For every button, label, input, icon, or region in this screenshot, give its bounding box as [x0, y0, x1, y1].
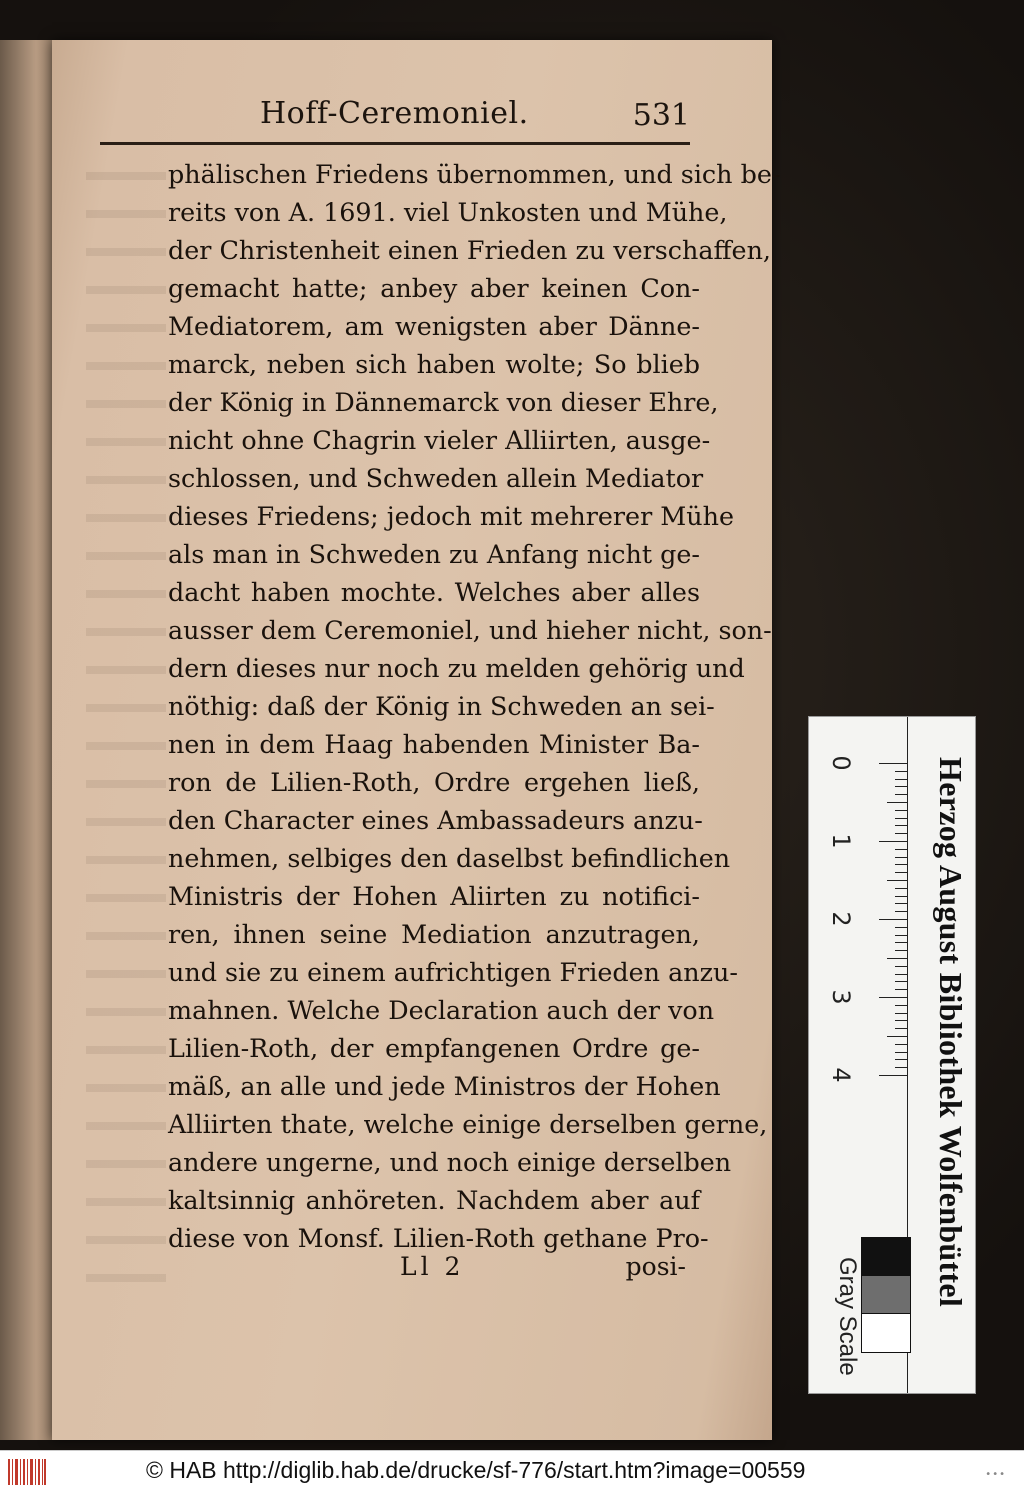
gray-scale-label: Gray Scale: [834, 1257, 861, 1376]
gray-swatch-black: [861, 1237, 911, 1277]
ruler-tick: [887, 958, 907, 959]
ruler-tick: [879, 763, 907, 764]
text-line: ausser dem Ceremoniel, und hieher nicht, son-: [168, 615, 772, 645]
ruler-tick: [895, 903, 907, 904]
institution-name: Herzog August Bibliothek Wolfenbüttel: [933, 757, 969, 1308]
ruler-tick: [895, 779, 907, 780]
header-rule: [100, 142, 690, 145]
text-line: nehmen, selbiges den daselbst befindlichen: [168, 843, 731, 873]
text-line: phälischen Friedens übernommen, und sich be-: [168, 159, 781, 189]
ruler-tick: [895, 1052, 907, 1053]
running-head: Hoff-Ceremoniel.: [260, 96, 529, 131]
text-line: diese von Monsf. Lilien-Roth gethane Pro-: [168, 1223, 709, 1253]
text-line: als man in Schweden zu Anfang nicht ge-: [168, 539, 700, 569]
text-line: andere ungerne, und noch einige derselben: [168, 1147, 732, 1177]
text-line: schlossen, und Schweden allein Mediator: [168, 463, 704, 493]
text-line: der Christenheit einen Frieden zu verschaffen,: [168, 235, 772, 265]
barcode-icon: [8, 1459, 46, 1485]
text-line: marck, neben sich haben wolte; So blieb: [168, 349, 700, 379]
ruler-number: 4: [827, 1067, 855, 1083]
text-line: nicht ohne Chagrin vieler Alliirten, ausge-: [168, 425, 711, 455]
ruler-tick: [895, 927, 907, 928]
ruler-number: 0: [827, 755, 855, 771]
text-line: den Character eines Ambassadeurs anzu-: [168, 805, 703, 835]
text-line: der König in Dännemarck von dieser Ehre,: [168, 387, 719, 417]
text-line: Lilien-Roth, der empfangenen Ordre ge-: [168, 1033, 700, 1063]
ruler-tick: [895, 981, 907, 982]
source-bar: [0, 1450, 1024, 1491]
text-line: Alliirten thate, welche einige derselben gerne,: [168, 1109, 768, 1139]
ruler-number: 2: [827, 911, 855, 927]
ruler-tick: [895, 935, 907, 936]
ruler-tick: [895, 989, 907, 990]
ruler-tick: [895, 849, 907, 850]
ruler-tick: [895, 1067, 907, 1068]
ruler-tick: [895, 950, 907, 951]
gray-swatch-mid: [861, 1275, 911, 1315]
ruler-tick: [895, 1013, 907, 1014]
body-text: [168, 155, 781, 1257]
text-line: gemacht hatte; anbey aber keinen Con-: [168, 273, 700, 303]
text-line: Mediatorem, am wenigsten aber Dänne-: [168, 311, 700, 341]
ruler-tick: [895, 786, 907, 787]
ruler-tick: [887, 802, 907, 803]
text-line: Ministris der Hohen Aliirten zu notifici-: [168, 881, 700, 911]
text-line: nen in dem Haag habenden Minister Ba-: [168, 729, 700, 759]
text-line: dacht haben mochte. Welches aber alles: [168, 577, 700, 607]
ruler-tick: [895, 833, 907, 834]
signature-mark: Ll 2: [400, 1252, 465, 1281]
ruler-number: 1: [827, 833, 855, 849]
ruler-tick: [895, 864, 907, 865]
ruler-tick: [887, 1036, 907, 1037]
ruler-tick: [895, 1005, 907, 1006]
ruler-tick: [895, 1059, 907, 1060]
ruler-tick: [895, 896, 907, 897]
ruler-tick: [895, 771, 907, 772]
more-icon[interactable]: •••: [985, 1469, 1006, 1480]
ruler-tick: [895, 818, 907, 819]
scale-ruler-card: [808, 716, 976, 1394]
ruler-tick: [895, 966, 907, 967]
page-header: [100, 96, 690, 152]
ruler-tick: [879, 1075, 907, 1076]
text-line: kaltsinnig anhöreten. Nachdem aber auf: [168, 1185, 700, 1215]
text-line: und sie zu einem aufrichtigen Frieden anzu-: [168, 957, 738, 987]
text-line: ren, ihnen seine Mediation anzutragen,: [168, 919, 700, 949]
ruler-tick: [879, 841, 907, 842]
source-citation-link[interactable]: © HAB http://diglib.hab.de/drucke/sf-776/start.htm?image=00559: [146, 1457, 806, 1483]
ruler-tick: [895, 1044, 907, 1045]
gray-swatch-white: [861, 1313, 911, 1353]
text-line: nöthig: daß der König in Schweden an sei-: [168, 691, 715, 721]
ruler-tick: [895, 825, 907, 826]
page-footer: [168, 1252, 700, 1292]
ruler-tick: [895, 810, 907, 811]
ruler-tick: [895, 872, 907, 873]
page-number: 531: [632, 98, 690, 133]
text-line: ron de Lilien-Roth, Ordre ergehen ließ,: [168, 767, 700, 797]
ruler-tick: [895, 974, 907, 975]
text-line: dieses Friedens; jedoch mit mehrerer Mühe: [168, 501, 735, 531]
ruler-tick: [895, 1028, 907, 1029]
text-line: mahnen. Welche Declaration auch der von: [168, 995, 715, 1025]
text-line: mäß, an alle und jede Ministros der Hohen: [168, 1071, 721, 1101]
ruler-tick: [895, 888, 907, 889]
ruler-tick: [879, 919, 907, 920]
ruler-tick: [895, 942, 907, 943]
ruler-tick: [879, 997, 907, 998]
ruler-tick: [895, 857, 907, 858]
text-line: dern dieses nur noch zu melden gehörig und: [168, 653, 745, 683]
ruler-tick: [895, 911, 907, 912]
ruler-tick: [895, 1020, 907, 1021]
ruler-tick: [887, 880, 907, 881]
catchword: posi-: [625, 1252, 686, 1281]
ruler-tick: [895, 794, 907, 795]
text-line: reits von A. 1691. viel Unkosten und Mühe,: [168, 197, 728, 227]
show-through-text: [86, 150, 166, 1300]
ruler-number: 3: [827, 989, 855, 1005]
